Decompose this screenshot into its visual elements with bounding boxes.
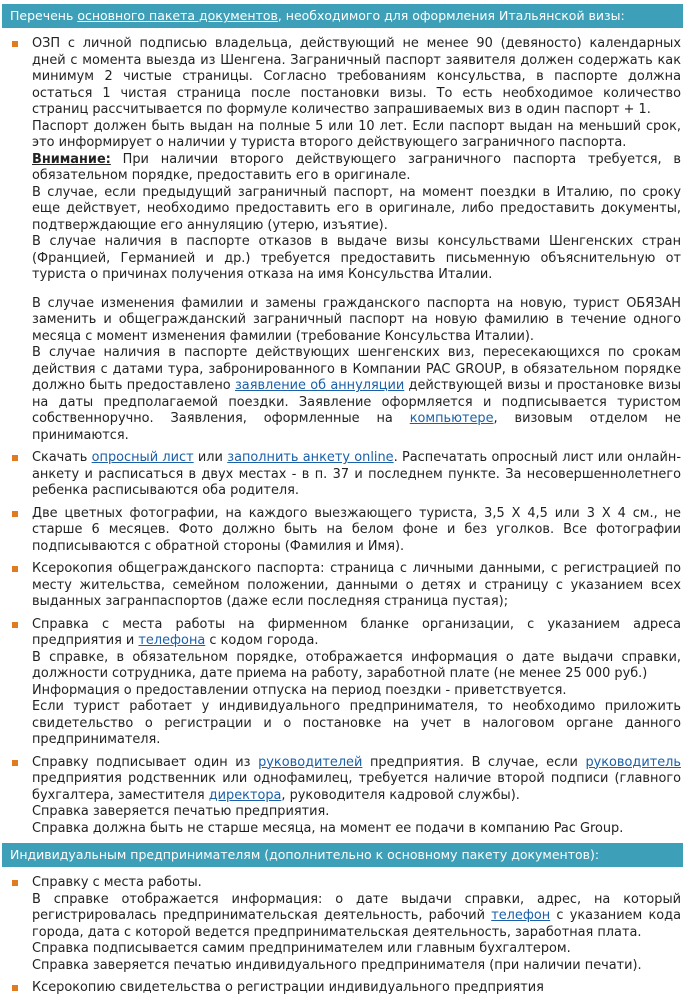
computer-link[interactable]: компьютере — [409, 411, 494, 426]
vacation-info-text: Информация о предоставлении отпуска на период поездки - приветствуется. — [32, 682, 567, 698]
entrepreneurs-list — [0, 867, 685, 997]
signature-part-b: предприятия. В случае, если — [362, 754, 586, 770]
manager-link[interactable]: руководитель — [585, 754, 681, 770]
section-header-main-package — [2, 4, 683, 28]
list-item-registration-copy — [12, 980, 681, 997]
list-item-photos — [12, 506, 681, 556]
section-header-entrepreneurs — [2, 843, 683, 867]
refusals-text: В случае наличия в паспорте отказов в выдаче визы консульствами Шенгенских стран (Францией, Германией и др.) требуется предоставить письменную объяснительную от туриста о причинах получения отказа на имя Консульства Италии. — [32, 234, 681, 282]
certificate-details-text: В справке, в обязательном порядке, отображается информация о дате выдачи справки, должности сотрудника, дате приема на работу, заработной плате (не менее 25 000 руб.) — [32, 649, 681, 681]
attention-note — [32, 152, 681, 185]
questionnaire-part-c: . Распечатать опросный лист или онлайн-анкету и расписаться в двух местах - в п. 37 и последнем пункте. За несовершеннолетнего ребенка расписываются оба родителя. — [32, 450, 681, 498]
bullet-icon — [12, 622, 18, 628]
signature-part-a: Справку подписывает один из — [32, 754, 259, 770]
work-certificate-text — [32, 617, 681, 650]
bullet-icon — [12, 455, 18, 461]
header-text-post: , необходимого для оформления Итальянской визы: — [277, 8, 625, 23]
list-item-signature — [12, 755, 681, 838]
entrepreneurs-header-text: Индивидуальным предпринимателям (дополнительно к основному пакету документов): — [10, 847, 600, 862]
visa-annulment-part-c: , визовым отделом не принимаются. — [32, 411, 681, 443]
entrepreneur-certificate-details — [32, 892, 681, 942]
entrepreneur-details-part-b: с указанием кода города, дата с которой ведется предпринимательская деятельность, заработная плата. — [32, 908, 681, 940]
entrepreneur-signature-text: Справка подписывается самим предпринимателем или главным бухгалтером. — [32, 941, 571, 956]
surname-change-text: В случае изменения фамилии и замены гражданского паспорта на новую, турист ОБЯЗАН заменить и общегражданский заграничный паспорт на новую фамилию в течение одного месяца с момент изменения фамилии (требование Консульства Италии). — [32, 295, 681, 344]
list-item-entrepreneur-certificate — [12, 875, 681, 974]
director-link[interactable]: директора — [208, 787, 282, 803]
signature-part-d: , руководителя кадровой службы). — [281, 787, 520, 803]
work-certificate-part-a: Справка с места работы на фирменном бланке организации, с указанием адреса предприятия и — [32, 616, 681, 648]
work-phone-link[interactable]: телефон — [491, 908, 551, 923]
main-package-list — [0, 28, 685, 837]
stamp-text: Справка заверяется печатью предприятия. — [32, 804, 330, 819]
work-certificate-part-b: с кодом города. — [205, 633, 319, 648]
bullet-icon — [12, 511, 18, 517]
visa-annulment-text — [32, 345, 681, 444]
certificate-age-text: Справка должна быть не старше месяца, на момент ее подачи в компанию Pac Group. — [32, 820, 624, 836]
visa-annulment-part-a: В случае наличия в паспорте действующих шенгенских виз, пересекающихся по срокам действия с датами тура, забронированного в Компании PAC GROUP, в обязательном порядке должно быть предоставлено — [32, 345, 681, 393]
online-form-link[interactable]: заполнить анкету online — [227, 450, 394, 465]
entrepreneur-certificate-title: Справку с места работы. — [32, 875, 202, 890]
bullet-icon — [12, 566, 18, 572]
signature-part-c: предприятия родственник или однофамилец, требуется наличие второй подписи (главного бухгалтера, заместителя — [32, 771, 681, 803]
entrepreneur-stamp-text: Справка заверяется печатью индивидуального предпринимателя (при наличии печати). — [32, 957, 642, 973]
attention-label: Внимание: — [32, 151, 111, 167]
list-item-questionnaire — [12, 450, 681, 500]
bullet-icon — [12, 985, 18, 991]
questionnaire-part-a: Скачать — [32, 450, 92, 465]
questionnaire-download-link[interactable]: опросный лист — [91, 450, 194, 465]
list-item-passport — [12, 36, 681, 444]
passport-validity-text: ОЗП с личной подписью владельца, действующий не менее 90 (девяносто) календарных дней с момента выезда из Шенгена. Заграничный паспорт заявителя должен содержать как минимум 2 чистые страницы. Согласно требованиям консульства, в паспорте должна остаться 1 чистая страница после постановки визы. То есть необходимое количество страниц рассчитывается по формуле количество запрашиваемых виз в один паспорт + 1. — [32, 36, 681, 117]
annulment-statement-link[interactable]: заявление об аннуляции — [234, 378, 405, 393]
signature-text — [32, 755, 681, 805]
questionnaire-part-b: или — [193, 450, 228, 465]
bullet-icon — [12, 41, 18, 47]
passport-copy-text: Ксерокопия общегражданского паспорта: страница с личными данными, с регистрацией по месту жительства, семейном положении, данными о детях и страницу с указанием всех выданных загранпаспортов (даже если последняя страница пустая); — [32, 561, 681, 609]
visa-annulment-part-b: действующей визы и простановке визы на даты предполагаемой поездки. Заявление оформляется и подписывается туристом собственноручно. Заявления, оформленные на — [32, 378, 681, 426]
managers-link[interactable]: руководителей — [258, 754, 363, 770]
registration-copy-text: Ксерокопию свидетельства о регистрации индивидуального предприятия — [32, 980, 544, 995]
list-item-passport-copy — [12, 561, 681, 611]
header-text-pre: Перечень — [10, 8, 78, 23]
entrepreneur-employer-text: Если турист работает у индивидуального предпринимателя, то необходимо приложить свидетельство о регистрации и о постановке на учет в налоговом органе данного предпринимателя. — [32, 699, 681, 747]
photos-text: Две цветных фотографии, на каждого выезжающего туриста, 3,5 Х 4,5 или 3 Х 4 см., не старше 6 месяцев. Фото должно быть на белом фоне и без уголков. Все фотографии подписываются с обратной стороны (Фамилия и Имя). — [32, 505, 681, 554]
bullet-icon — [12, 880, 18, 886]
main-package-link[interactable]: основного пакета документов — [77, 8, 278, 23]
bullet-icon — [12, 760, 18, 766]
attention-text: При наличии второго действующего заграничного паспорта требуется, в обязательном порядке, предоставить его в оригинале. — [32, 151, 681, 183]
passport-term-text: Паспорт должен быть выдан на полные 5 или 10 лет. Если паспорт выдан на меньший срок, это информирует о наличии у туриста второго действующего заграничного паспорта. — [32, 118, 681, 150]
entrepreneur-details-part-a: В справке отображается информация: о дате выдачи справки, адрес, на который регистрировалась предпринимательская деятельность, рабочий — [32, 891, 681, 923]
phone-link[interactable]: телефона — [138, 633, 206, 648]
previous-passport-text: В случае, если предыдущий заграничный паспорт, на момент поездки в Италию, по сроку еще действует, необходимо предоставить его в оригинале, либо предоставить документы, подтверждающие его аннуляцию (утерю, изъятие). — [32, 184, 681, 233]
list-item-work-certificate — [12, 617, 681, 749]
questionnaire-text — [32, 450, 681, 500]
